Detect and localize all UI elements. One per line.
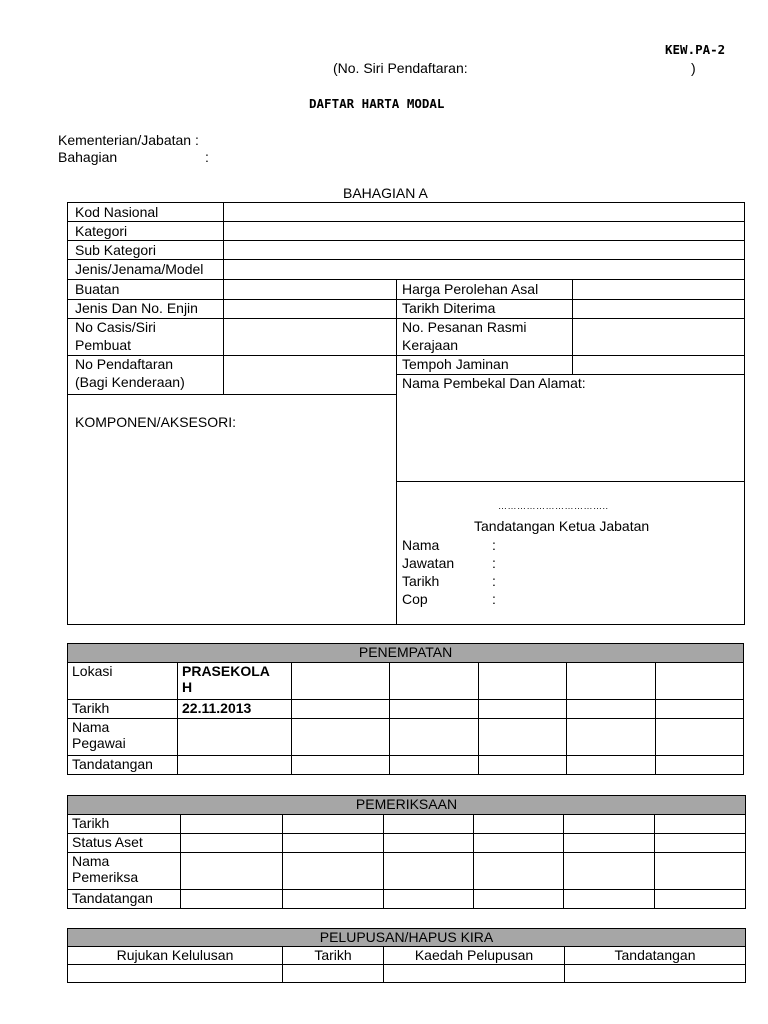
tarikh-diterima-label: Tarikh Diterima (402, 300, 496, 316)
sig-nama-colon: : (492, 537, 496, 553)
pelupusan-heading: PELUPUSAN/HAPUS KIRA (68, 929, 746, 947)
form-code: KEW.PA-2 (665, 42, 726, 57)
part-a-table (67, 202, 745, 625)
section-colon: : (205, 149, 209, 165)
kategori-label: Kategori (75, 223, 128, 239)
sig-nama-label: Nama (402, 537, 440, 553)
pemeriksaan-tandatangan-label: Tandatangan (68, 890, 181, 909)
komponen-label: KOMPONEN/AKSESORI: (75, 414, 237, 430)
page-title: DAFTAR HARTA MODAL (309, 96, 445, 111)
sig-cop-label: Cop (402, 591, 428, 607)
enjin-label: Jenis Dan No. Enjin (75, 300, 198, 316)
lokasi-label: Lokasi (68, 663, 178, 700)
tandatangan-label: Tandatangan (68, 756, 178, 775)
serial-label: (No. Siri Pendaftaran: (333, 60, 468, 76)
signature-line: …………………………….. (498, 501, 609, 511)
signature-label: Tandatangan Ketua Jabatan (474, 518, 650, 534)
col-tandatangan: Tandatangan (565, 947, 746, 965)
pemeriksaan-heading: PEMERIKSAAN (68, 796, 746, 815)
penempatan-table (67, 643, 744, 775)
nama-pemeriksa-label: Nama Pemeriksa (68, 853, 181, 890)
ministry-label: Kementerian/Jabatan : (58, 132, 199, 148)
col-rujukan: Rujukan Kelulusan (68, 947, 283, 965)
col-kaedah: Kaedah Pelupusan (384, 947, 565, 965)
sig-jawatan-label: Jawatan (402, 555, 455, 571)
penempatan-heading: PENEMPATAN (68, 644, 744, 663)
tarikh-label: Tarikh (68, 700, 178, 719)
lokasi-value: PRASEKOLA H (178, 663, 292, 700)
casis-label-1: No Casis/Siri (75, 319, 156, 335)
col-tarikh: Tarikh (283, 947, 384, 965)
sub-kategori-label: Sub Kategori (75, 242, 156, 258)
part-a-heading: BAHAGIAN A (343, 185, 428, 201)
casis-label-2: Pembuat (75, 337, 132, 353)
tarikh-value: 22.11.2013 (178, 700, 292, 719)
status-aset-label: Status Aset (68, 834, 181, 853)
kod-nasional-label: Kod Nasional (75, 204, 159, 220)
jenis-model-label: Jenis/Jenama/Model (75, 261, 204, 277)
sig-tarikh-label: Tarikh (402, 573, 440, 589)
pendaftaran-label-1: No Pendaftaran (75, 356, 174, 372)
jaminan-label: Tempoh Jaminan (402, 356, 509, 372)
pesanan-label-1: No. Pesanan Rasmi (402, 319, 527, 335)
buatan-label: Buatan (75, 281, 120, 297)
harga-label: Harga Perolehan Asal (402, 281, 539, 297)
serial-close: ) (691, 60, 696, 76)
pelupusan-table (67, 928, 746, 983)
sig-cop-colon: : (492, 591, 496, 607)
sig-tarikh-colon: : (492, 573, 496, 589)
pemeriksaan-table (67, 795, 746, 909)
pendaftaran-label-2: (Bagi Kenderaan) (75, 374, 185, 390)
pesanan-label-2: Kerajaan (402, 337, 459, 353)
pemeriksaan-tarikh-label: Tarikh (68, 815, 181, 834)
section-label: Bahagian (58, 149, 118, 165)
sig-jawatan-colon: : (492, 555, 496, 571)
pembekal-label: Nama Pembekal Dan Alamat: (402, 375, 586, 391)
nama-pegawai-label: Nama Pegawai (68, 719, 178, 756)
